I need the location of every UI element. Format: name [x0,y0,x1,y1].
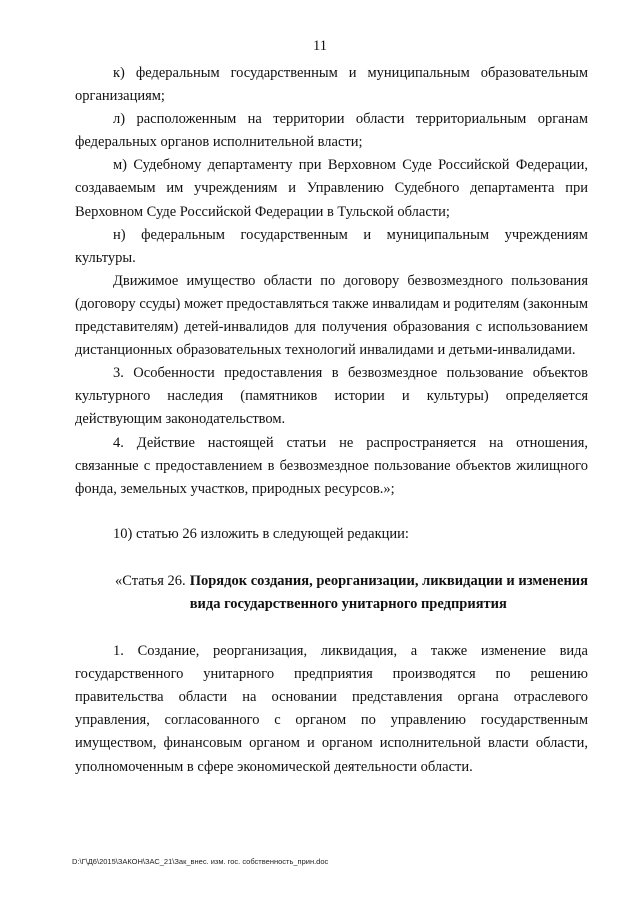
page-number: 11 [313,38,327,54]
article-paragraph-1: 1. Создание, реорганизация, ликвидация, а также изменение вида государственного унитарного предприятия производятся по решению правительства области на основании представления органа отраслевого управления, согласованного с органом по управлению государственным имуществом, финансовым органом и органом исполнительной власти области, уполномоченным в сфере экономической деятельности области. [75,643,588,775]
paragraph-k: к) федеральным государственным и муниципальным образовательным организациям; [75,65,588,105]
paragraph-m: м) Судебному департаменту при Верховном Суде Российской Федерации, создаваемым им учреждениям и Управлению Судебного департамента при Верховном Суде Российской Федерации в Тульской области; [75,157,588,220]
article-heading [115,570,588,616]
paragraph-4: 4. Действие настоящей статьи не распространяется на отношения, связанные с предоставлением в безвозмездное пользование объектов жилищного фонда, земельных участков, природных ресурсов.»; [75,434,588,497]
paragraph-3: 3. Особенности предоставления в безвозмездное пользование объектов культурного наследия (памятников истории и культуры) определяется действующим законодательством. [75,365,588,428]
paragraph-l: л) расположенным на территории области территориальным органам федеральных органов исполнительной власти; [75,111,588,151]
document-body [75,62,588,779]
paragraph-movable-property: Движимое имущество области по договору безвозмездного пользования (договору ссуды) может предоставляться также инвалидам и родителям (законным представителям) детей-инвалидов для получения образования с использованием дистанционных образовательных технологий инвалидами и детьми-инвалидами. [75,272,588,359]
paragraph-n: н) федеральным государственным и муниципальным учреждениям культуры. [75,226,588,266]
article-number: «Статья 26. [115,572,186,589]
amendment-item-10: 10) статью 26 изложить в следующей редакции: [113,525,409,542]
article-title: Порядок создания, реорганизации, ликвидации и изменения вида государственного унитарного предприятия [189,572,588,612]
file-path-footer: D:\Г\Д6\2015\ЗАКОН\ЗАС_21\Зак_внес. изм. гос. собственность_прин.doc [72,857,329,866]
